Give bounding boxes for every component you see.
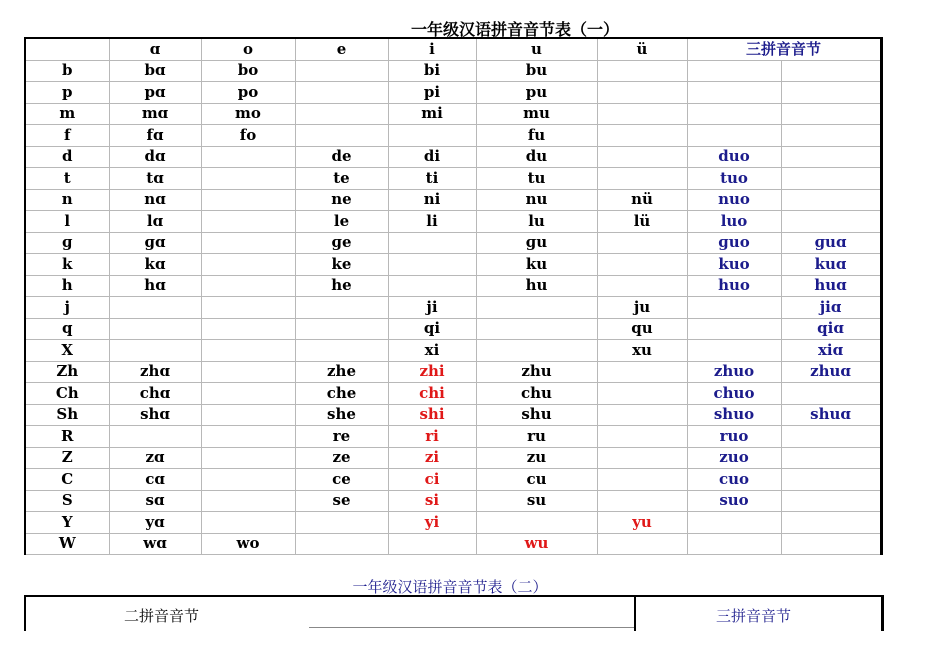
syllable-cell <box>597 533 687 555</box>
syllable-cell: si <box>388 490 476 512</box>
syllable-cell <box>597 168 687 190</box>
syllable-cell: nuo <box>687 189 781 211</box>
syllable-cell <box>388 533 476 555</box>
initial-cell: t <box>25 168 109 190</box>
syllable-cell <box>781 469 881 491</box>
syllable-cell: kuɑ <box>781 254 881 276</box>
table-row <box>25 275 881 297</box>
syllable-cell: ri <box>388 426 476 448</box>
syllable-cell: xiɑ <box>781 340 881 362</box>
syllable-cell: ke <box>295 254 388 276</box>
syllable-cell: ce <box>295 469 388 491</box>
table-row <box>25 361 881 383</box>
initial-cell: Y <box>25 512 109 534</box>
syllable-cell: ɡuo <box>687 232 781 254</box>
syllable-cell <box>597 404 687 426</box>
syllable-cell <box>201 318 295 340</box>
syllable-cell: duo <box>687 146 781 168</box>
table-row <box>25 103 881 125</box>
syllable-cell <box>109 426 201 448</box>
syllable-cell <box>295 533 388 555</box>
syllable-cell <box>388 232 476 254</box>
syllable-cell: shuɑ <box>781 404 881 426</box>
syllable-cell: bo <box>201 60 295 82</box>
syllable-cell <box>295 82 388 104</box>
syllable-cell: nu <box>476 189 597 211</box>
initial-cell: d <box>25 146 109 168</box>
header-three-syllable: 三拼音音节 <box>687 38 881 60</box>
syllable-cell: luo <box>687 211 781 233</box>
syllable-cell: du <box>476 146 597 168</box>
initial-cell: k <box>25 254 109 276</box>
initial-cell: ɡ <box>25 232 109 254</box>
syllable-cell <box>476 340 597 362</box>
syllable-cell <box>597 82 687 104</box>
syllable-cell: ze <box>295 447 388 469</box>
syllable-cell: bi <box>388 60 476 82</box>
syllable-cell <box>597 383 687 405</box>
table-row <box>25 168 881 190</box>
table-row <box>25 297 881 319</box>
syllable-cell <box>201 297 295 319</box>
syllable-cell <box>687 318 781 340</box>
syllable-cell <box>597 490 687 512</box>
table-row <box>25 82 881 104</box>
syllable-cell: pu <box>476 82 597 104</box>
syllable-cell: ku <box>476 254 597 276</box>
table-row <box>25 469 881 491</box>
syllable-cell <box>201 146 295 168</box>
syllable-cell: zhɑ <box>109 361 201 383</box>
initial-cell: S <box>25 490 109 512</box>
syllable-cell <box>295 318 388 340</box>
initial-cell: Zh <box>25 361 109 383</box>
syllable-cell: che <box>295 383 388 405</box>
syllable-cell: huo <box>687 275 781 297</box>
syllable-cell <box>597 275 687 297</box>
syllable-cell: mɑ <box>109 103 201 125</box>
syllable-cell: ne <box>295 189 388 211</box>
syllable-cell: ju <box>597 297 687 319</box>
syllable-cell <box>295 103 388 125</box>
syllable-cell: ɡu <box>476 232 597 254</box>
syllable-cell: lü <box>597 211 687 233</box>
syllable-cell: she <box>295 404 388 426</box>
table-row <box>25 447 881 469</box>
syllable-cell: le <box>295 211 388 233</box>
syllable-cell: te <box>295 168 388 190</box>
table-row <box>25 533 881 555</box>
syllable-cell <box>201 361 295 383</box>
syllable-cell <box>295 512 388 534</box>
initial-cell: Z <box>25 447 109 469</box>
syllable-cell: xu <box>597 340 687 362</box>
syllable-cell: nü <box>597 189 687 211</box>
syllable-cell: fɑ <box>109 125 201 147</box>
initial-cell: Ch <box>25 383 109 405</box>
syllable-cell <box>597 426 687 448</box>
syllable-cell: de <box>295 146 388 168</box>
table-row <box>25 125 881 147</box>
initial-cell: h <box>25 275 109 297</box>
syllable-cell: bu <box>476 60 597 82</box>
syllable-cell <box>781 490 881 512</box>
header-final-6: ü <box>597 38 687 60</box>
header-final-4: i <box>388 38 476 60</box>
syllable-cell <box>201 490 295 512</box>
syllable-cell: ti <box>388 168 476 190</box>
initial-cell: C <box>25 469 109 491</box>
syllable-cell <box>687 533 781 555</box>
initial-cell: f <box>25 125 109 147</box>
syllable-cell: pi <box>388 82 476 104</box>
syllable-cell <box>597 125 687 147</box>
syllable-cell: zɑ <box>109 447 201 469</box>
syllable-cell: jiɑ <box>781 297 881 319</box>
table-row <box>25 318 881 340</box>
syllable-cell <box>781 189 881 211</box>
syllable-cell <box>201 447 295 469</box>
three-letter-syllables-header: 三拼音音节 <box>716 607 792 625</box>
syllable-cell: po <box>201 82 295 104</box>
header-row <box>25 38 881 60</box>
syllable-cell <box>781 168 881 190</box>
syllable-cell: mu <box>476 103 597 125</box>
table-row <box>25 146 881 168</box>
syllable-cell: he <box>295 275 388 297</box>
syllable-cell: ɡɑ <box>109 232 201 254</box>
table2-title: 一年级汉语拼音音节表（二） <box>352 578 548 596</box>
initial-cell: X <box>25 340 109 362</box>
syllable-cell <box>597 361 687 383</box>
syllable-cell: hu <box>476 275 597 297</box>
corner-cell <box>25 38 109 60</box>
table-row <box>25 211 881 233</box>
syllable-cell <box>201 383 295 405</box>
syllable-cell <box>687 60 781 82</box>
syllable-cell: tu <box>476 168 597 190</box>
syllable-table-2-header <box>24 595 884 631</box>
table-row <box>25 426 881 448</box>
table-row <box>25 340 881 362</box>
syllable-cell <box>687 340 781 362</box>
syllable-cell <box>201 469 295 491</box>
syllable-cell <box>109 297 201 319</box>
syllable-cell <box>687 103 781 125</box>
syllable-cell <box>687 297 781 319</box>
syllable-cell <box>201 168 295 190</box>
initial-cell: b <box>25 60 109 82</box>
syllable-cell <box>201 512 295 534</box>
syllable-cell: cɑ <box>109 469 201 491</box>
syllable-cell: zu <box>476 447 597 469</box>
syllable-cell: re <box>295 426 388 448</box>
syllable-cell: tɑ <box>109 168 201 190</box>
syllable-cell <box>295 297 388 319</box>
initial-cell: W <box>25 533 109 555</box>
syllable-cell: chi <box>388 383 476 405</box>
table1-title: 一年级汉语拼音音节表（一） <box>410 20 619 39</box>
initial-cell: j <box>25 297 109 319</box>
syllable-cell <box>388 254 476 276</box>
syllable-cell <box>781 103 881 125</box>
table2-rule <box>309 627 634 628</box>
syllable-cell: lɑ <box>109 211 201 233</box>
syllable-cell <box>781 211 881 233</box>
syllable-cell <box>781 512 881 534</box>
syllable-cell: hɑ <box>109 275 201 297</box>
syllable-cell: kuo <box>687 254 781 276</box>
syllable-cell: ni <box>388 189 476 211</box>
syllable-cell: zi <box>388 447 476 469</box>
syllable-cell: kɑ <box>109 254 201 276</box>
syllable-cell: su <box>476 490 597 512</box>
syllable-cell: ruo <box>687 426 781 448</box>
initial-cell: m <box>25 103 109 125</box>
initial-cell: R <box>25 426 109 448</box>
syllable-cell <box>781 146 881 168</box>
syllable-cell <box>201 211 295 233</box>
syllable-cell: zhi <box>388 361 476 383</box>
syllable-cell: zhuo <box>687 361 781 383</box>
syllable-cell: qu <box>597 318 687 340</box>
syllable-cell <box>597 103 687 125</box>
syllable-cell <box>597 447 687 469</box>
table-row <box>25 383 881 405</box>
header-final-3: e <box>295 38 388 60</box>
syllable-cell: ji <box>388 297 476 319</box>
syllable-cell <box>295 60 388 82</box>
syllable-cell <box>201 426 295 448</box>
syllable-cell <box>597 232 687 254</box>
syllable-cell: cu <box>476 469 597 491</box>
table2-divider <box>634 597 636 631</box>
initial-cell: p <box>25 82 109 104</box>
syllable-cell: shi <box>388 404 476 426</box>
syllable-cell: wɑ <box>109 533 201 555</box>
syllable-table-1 <box>24 37 883 555</box>
table-row <box>25 490 881 512</box>
syllable-cell: bɑ <box>109 60 201 82</box>
syllable-cell <box>201 275 295 297</box>
syllable-cell: shuo <box>687 404 781 426</box>
syllable-cell: nɑ <box>109 189 201 211</box>
table-row <box>25 189 881 211</box>
syllable-cell: cuo <box>687 469 781 491</box>
syllable-cell <box>109 340 201 362</box>
syllable-cell: fu <box>476 125 597 147</box>
syllable-cell <box>476 297 597 319</box>
syllable-cell <box>597 469 687 491</box>
syllable-cell: ɡe <box>295 232 388 254</box>
syllable-cell <box>781 533 881 555</box>
syllable-cell: qi <box>388 318 476 340</box>
syllable-cell: yi <box>388 512 476 534</box>
syllable-cell: wu <box>476 533 597 555</box>
syllable-cell: ci <box>388 469 476 491</box>
syllable-cell: li <box>388 211 476 233</box>
initial-cell: q <box>25 318 109 340</box>
syllable-cell <box>781 447 881 469</box>
table-row <box>25 232 881 254</box>
syllable-cell: tuo <box>687 168 781 190</box>
syllable-cell: huɑ <box>781 275 881 297</box>
syllable-cell <box>201 340 295 362</box>
syllable-cell: wo <box>201 533 295 555</box>
syllable-cell <box>781 383 881 405</box>
syllable-cell: mo <box>201 103 295 125</box>
syllable-cell <box>201 404 295 426</box>
syllable-cell: sɑ <box>109 490 201 512</box>
syllable-cell: pɑ <box>109 82 201 104</box>
header-final-5: u <box>476 38 597 60</box>
syllable-cell <box>687 125 781 147</box>
initial-cell: Sh <box>25 404 109 426</box>
syllable-cell: suo <box>687 490 781 512</box>
syllable-cell: ɡuɑ <box>781 232 881 254</box>
syllable-cell <box>687 512 781 534</box>
table-row <box>25 512 881 534</box>
syllable-cell <box>781 60 881 82</box>
table-row <box>25 404 881 426</box>
initial-cell: n <box>25 189 109 211</box>
syllable-cell: shu <box>476 404 597 426</box>
syllable-cell: dɑ <box>109 146 201 168</box>
syllable-cell: shɑ <box>109 404 201 426</box>
syllable-cell: yu <box>597 512 687 534</box>
syllable-cell: qiɑ <box>781 318 881 340</box>
syllable-cell: chuo <box>687 383 781 405</box>
syllable-cell <box>781 426 881 448</box>
syllable-cell: yɑ <box>109 512 201 534</box>
syllable-cell: ru <box>476 426 597 448</box>
syllable-cell <box>597 146 687 168</box>
syllable-cell <box>295 340 388 362</box>
syllable-cell <box>687 82 781 104</box>
syllable-cell: xi <box>388 340 476 362</box>
two-letter-syllables-header: 二拼音音节 <box>124 607 200 625</box>
syllable-cell <box>476 318 597 340</box>
header-final-2: o <box>201 38 295 60</box>
syllable-cell <box>388 275 476 297</box>
syllable-cell: se <box>295 490 388 512</box>
syllable-cell <box>295 125 388 147</box>
table-row <box>25 60 881 82</box>
syllable-cell: zhe <box>295 361 388 383</box>
syllable-cell: zhuɑ <box>781 361 881 383</box>
syllable-cell: zhu <box>476 361 597 383</box>
syllable-cell <box>201 189 295 211</box>
syllable-cell: zuo <box>687 447 781 469</box>
syllable-cell: di <box>388 146 476 168</box>
table-row <box>25 254 881 276</box>
syllable-cell <box>109 318 201 340</box>
syllable-cell <box>781 82 881 104</box>
syllable-cell <box>597 254 687 276</box>
syllable-cell: chu <box>476 383 597 405</box>
syllable-cell <box>597 60 687 82</box>
syllable-cell: lu <box>476 211 597 233</box>
syllable-cell: mi <box>388 103 476 125</box>
header-final-1: ɑ <box>109 38 201 60</box>
syllable-cell <box>201 232 295 254</box>
syllable-cell: fo <box>201 125 295 147</box>
syllable-cell <box>476 512 597 534</box>
initial-cell: l <box>25 211 109 233</box>
syllable-cell <box>201 254 295 276</box>
syllable-cell <box>388 125 476 147</box>
syllable-cell: chɑ <box>109 383 201 405</box>
syllable-cell <box>781 125 881 147</box>
